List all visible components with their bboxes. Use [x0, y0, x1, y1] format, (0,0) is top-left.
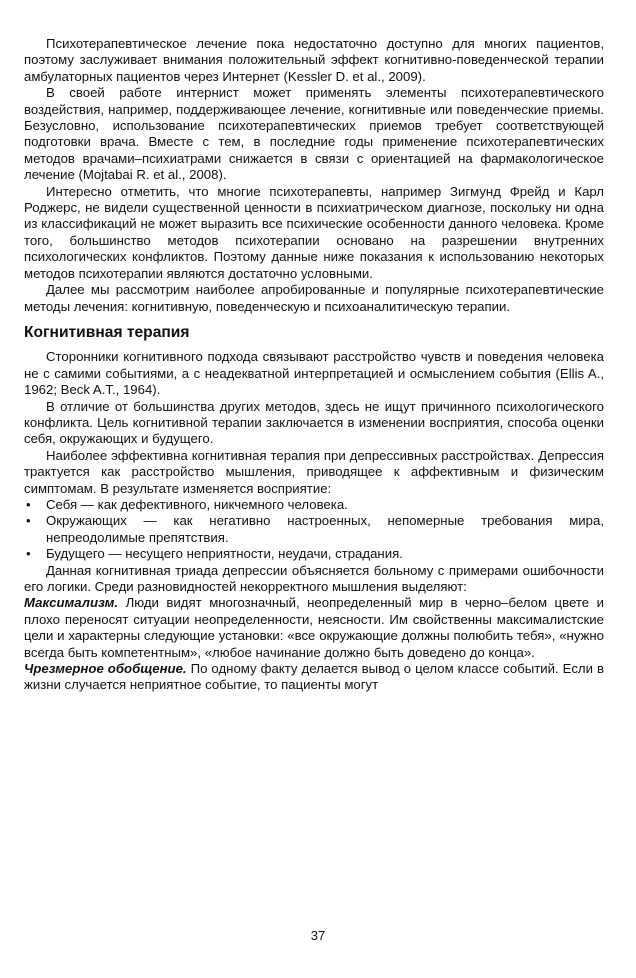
term-paragraph: [24, 595, 604, 661]
page-number: 37: [310, 928, 326, 943]
paragraph: В своей работе интернист может применять элементы психотерапевтического воздействия, например, поддерживающее лечение, когнитивные или поведенческие приемы. Безусловно, использование психотерапевтических приемов требует соответствующей подготовки врача. Вместе с тем, в последние годы применение психотерапевтических методов врачами–психиатрами снижается в связи с ориентацией на фармакологическое лечение (Mojtabai R. et al., 2008).: [24, 85, 604, 183]
paragraph: Данная когнитивная триада депрессии объясняется больному с примерами ошибочности его логики. Среди разновидностей некорректного мышления выделяют:: [24, 562, 604, 594]
bullet-icon: •: [26, 546, 31, 562]
term-text: Люди видят многозначный, неопределенный мир в черно–белом цвете и плохо переносят ситуации неопределенности, неясности. Им свойственны максималистские цели и характерны следующие установки: «все окружающие должны полюбить тебя», «нужно всегда быть компетентным», «любое начинание должно быть доведено до конца».: [24, 595, 604, 660]
bullet-icon: •: [26, 513, 31, 529]
list-item: [24, 513, 604, 546]
list-item: [24, 546, 604, 562]
term-paragraph: [24, 661, 604, 694]
section-heading: Когнитивная терапия: [24, 323, 190, 341]
paragraph: В отличие от большинства других методов, здесь не ищут причинного психологического конфликта. Цель когнитивной терапии заключается в изменении восприятия, способа оценки себя, окружающих и будущего.: [24, 398, 604, 447]
list-item: [24, 497, 604, 513]
list-item-text: Себя — как дефективного, никчемного человека.: [46, 496, 348, 512]
paragraph: Интересно отметить, что многие психотерапевты, например Зигмунд Фрейд и Карл Роджерс, не видели существенной ценности в психиатрическом диагнозе, поскольку ни одна из классификаций не может выразить все психические особенности данного человека. Кроме того, большинство методов психотерапии основано на разрешении внутренних психологических конфликтов. Поэтому данные ниже показания к использованию некоторых методов психотерапии являются достаточно условными.: [24, 183, 604, 281]
term-title: Чрезмерное обобщение.: [24, 661, 187, 677]
term-text: По одному факту делается вывод о целом классе событий. Если в жизни случается неприятное событие, то пациенты могут: [24, 661, 604, 693]
bullet-list: [24, 497, 604, 563]
page-content: [24, 36, 604, 694]
bullet-icon: •: [26, 496, 31, 512]
term-title: Максимализм.: [24, 595, 119, 611]
paragraph: Сторонники когнитивного подхода связывают расстройство чувств и поведения человека не с самими событиями, а с неадекватной интерпретацией и осмыслением события (Ellis A., 1962; Beck A.T., 1964).: [24, 349, 604, 398]
paragraph: Наиболее эффективна когнитивная терапия при депрессивных расстройствах. Депрессия трактуется как расстройство мышления, приводящее к аффективным и физическим симптомам. В результате изменяется восприятие:: [24, 447, 604, 496]
paragraph: Психотерапевтическое лечение пока недостаточно доступно для многих пациентов, поэтому заслуживает внимания положительный эффект когнитивно-поведенческой терапии амбулаторных пациентов через Интернет (Kessler D. et al., 2009).: [24, 36, 604, 84]
list-item-text: Будущего — несущего неприятности, неудачи, страдания.: [46, 546, 403, 562]
list-item-text: Окружающих — как негативно настроенных, непомерные требования мира, непреодолимые препятствия.: [46, 513, 604, 545]
paragraph: Далее мы рассмотрим наиболее апробированные и популярные психотерапевтические методы лечения: когнитивную, поведенческую и психоаналитическую терапии.: [24, 282, 604, 314]
